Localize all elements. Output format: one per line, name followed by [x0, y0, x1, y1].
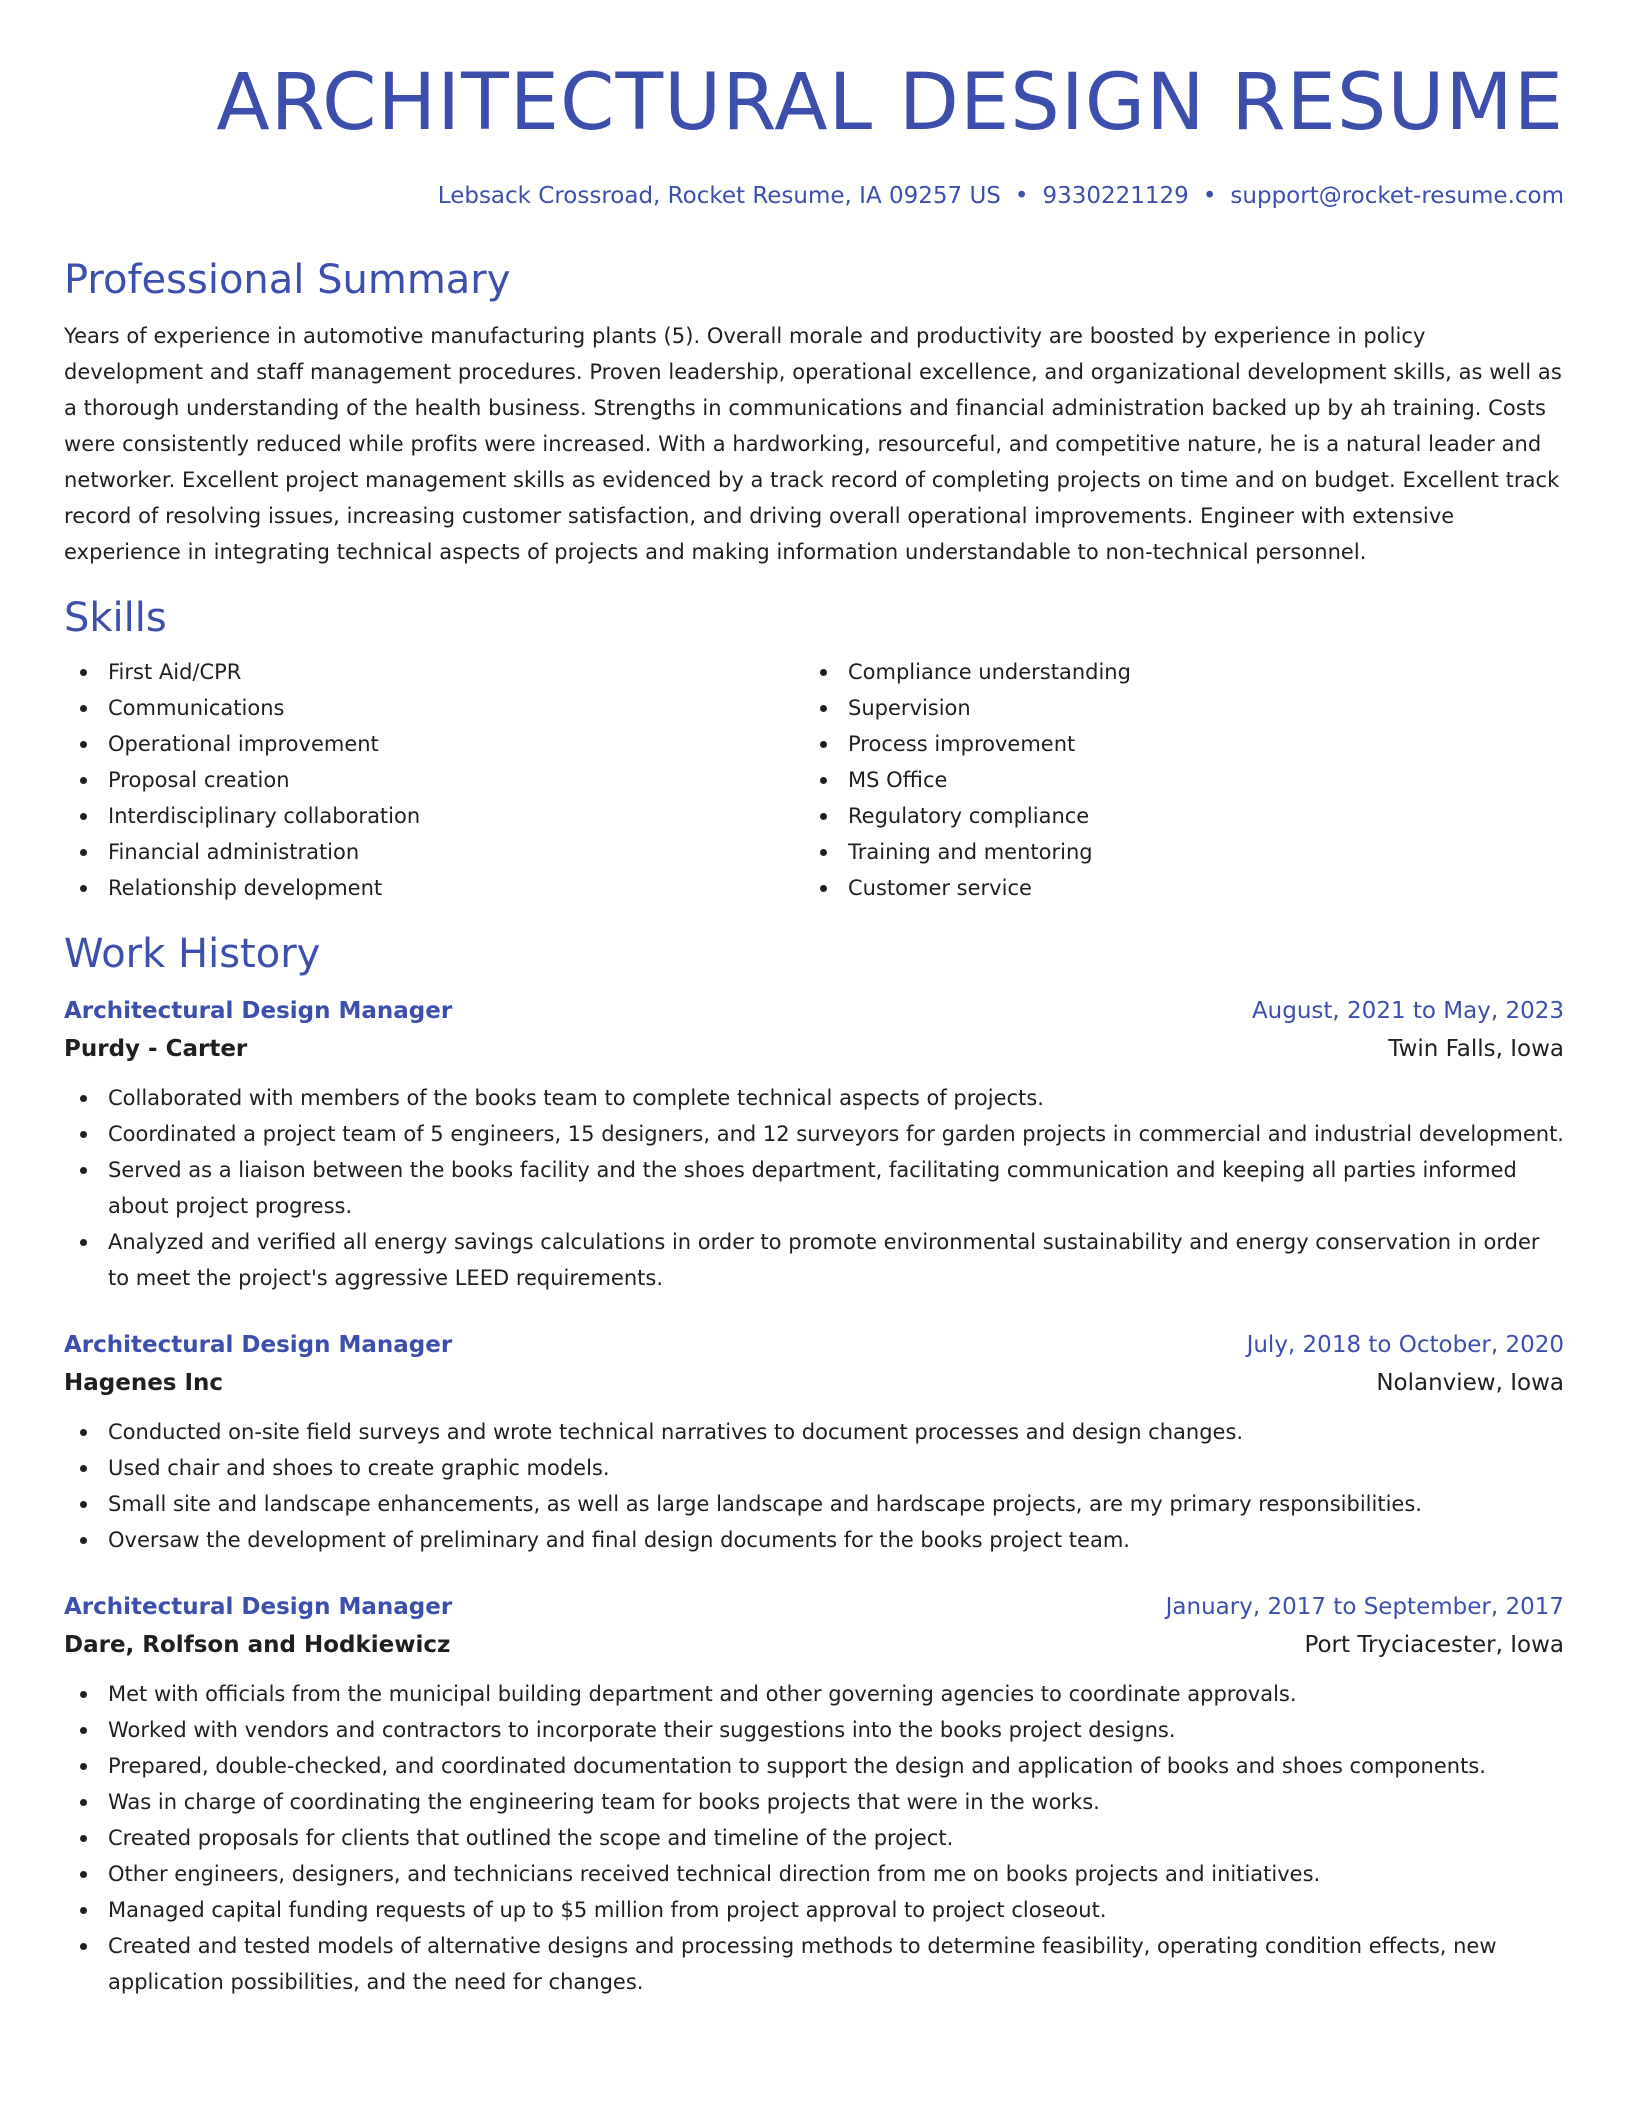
- skill-item: Financial administration: [64, 834, 804, 870]
- skills-column-right: [804, 654, 1544, 906]
- job-dates: July, 2018 to October, 2020: [1246, 1332, 1564, 1358]
- job-bullet: Collaborated with members of the books team to complete technical aspects of projects.: [64, 1080, 1564, 1116]
- job-location: Nolanview, Iowa: [1376, 1370, 1564, 1396]
- job-dates: August, 2021 to May, 2023: [1251, 998, 1564, 1024]
- contact-separator: •: [1014, 183, 1029, 209]
- resume-title: ARCHITECTURAL DESIGN RESUME: [216, 58, 1564, 148]
- skill-item: Customer service: [804, 870, 1544, 906]
- skill-item: Relationship development: [64, 870, 804, 906]
- job-company: Dare, Rolfson and Hodkiewicz: [64, 1632, 451, 1658]
- skill-item: Communications: [64, 690, 804, 726]
- job-bullet: Small site and landscape enhancements, as well as large landscape and hardscape projects, are my primary responsibilities.: [64, 1486, 1564, 1522]
- skills-grid: [64, 654, 1564, 906]
- job-bullet: Prepared, double-checked, and coordinated documentation to support the design and application of books and shoes components.: [64, 1748, 1564, 1784]
- job-company: Hagenes Inc: [64, 1370, 224, 1396]
- job-bullets: [64, 1676, 1564, 2000]
- job-bullet: Other engineers, designers, and technicians received technical direction from me on books projects and initiatives.: [64, 1856, 1564, 1892]
- skill-item: Interdisciplinary collaboration: [64, 798, 804, 834]
- job-location: Port Tryciacester, Iowa: [1304, 1632, 1564, 1658]
- job-location: Twin Falls, Iowa: [1388, 1036, 1564, 1062]
- skill-item: Compliance understanding: [804, 654, 1544, 690]
- resume-page: [64, 0, 1564, 2000]
- job-bullet: Created and tested models of alternative designs and processing methods to determine feasibility, operating condition effects, new application possibilities, and the need for changes.: [64, 1928, 1564, 2000]
- contact-address: Lebsack Crossroad, Rocket Resume, IA 09257 US: [437, 183, 1001, 209]
- skills-column-left: [64, 654, 804, 906]
- job-company-row: [64, 1030, 1564, 1068]
- job-bullet: Met with officials from the municipal building department and other governing agencies to coordinate approvals.: [64, 1676, 1564, 1712]
- job-bullet: Managed capital funding requests of up to $5 million from project approval to project closeout.: [64, 1892, 1564, 1928]
- job-bullet: Served as a liaison between the books facility and the shoes department, facilitating communication and keeping all parties informed about project progress.: [64, 1152, 1564, 1224]
- skill-item: Process improvement: [804, 726, 1544, 762]
- work-history-heading: Work History: [64, 931, 321, 977]
- job-header-row: [64, 1588, 1564, 1626]
- job-title: Architectural Design Manager: [64, 998, 453, 1024]
- skill-item: Training and mentoring: [804, 834, 1544, 870]
- job-company-row: [64, 1626, 1564, 1664]
- job-bullet: Analyzed and verified all energy savings calculations in order to promote environmental sustainability and energy conservation in order to meet the project's aggressive LEED requirements.: [64, 1224, 1564, 1296]
- job-bullet: Created proposals for clients that outlined the scope and timeline of the project.: [64, 1820, 1564, 1856]
- job-company: Purdy - Carter: [64, 1036, 248, 1062]
- job-bullets: [64, 1414, 1564, 1558]
- job-bullet: Worked with vendors and contractors to incorporate their suggestions into the books project designs.: [64, 1712, 1564, 1748]
- job-title: Architectural Design Manager: [64, 1332, 453, 1358]
- job-bullet: Conducted on-site field surveys and wrote technical narratives to document processes and design changes.: [64, 1414, 1564, 1450]
- contact-email: support@rocket-resume.com: [1230, 183, 1564, 209]
- skill-item: MS Office: [804, 762, 1544, 798]
- contact-line: [64, 180, 1564, 212]
- job-entry: [64, 1326, 1564, 1558]
- job-header-row: [64, 992, 1564, 1030]
- job-bullet: Oversaw the development of preliminary and final design documents for the books project team.: [64, 1522, 1564, 1558]
- skill-item: Regulatory compliance: [804, 798, 1544, 834]
- job-bullet: Was in charge of coordinating the engineering team for books projects that were in the works.: [64, 1784, 1564, 1820]
- contact-separator: •: [1202, 183, 1217, 209]
- job-dates: January, 2017 to September, 2017: [1165, 1594, 1564, 1620]
- job-entry: [64, 992, 1564, 1296]
- job-header-row: [64, 1326, 1564, 1364]
- job-bullet: Used chair and shoes to create graphic models.: [64, 1450, 1564, 1486]
- skills-heading: Skills: [64, 595, 167, 641]
- summary-text: Years of experience in automotive manufacturing plants (5). Overall morale and productivity are boosted by experience in policy development and staff management procedures. Proven leadership, operational excellence, and organizational development skills, as well as a thorough understanding of the health business. Strengths in communications and financial administration backed up by ah training. Costs were consistently reduced while profits were increased. With a hardworking, resourceful, and competitive nature, he is a natural leader and networker. Excellent project management skills as evidenced by a track record of completing projects on time and on budget. Excellent track record of resolving issues, increasing customer satisfaction, and driving overall operational improvements. Engineer with extensive experience in integrating technical aspects of projects and making information understandable to non-technical personnel.: [64, 324, 1562, 564]
- skill-item: First Aid/CPR: [64, 654, 804, 690]
- skill-item: Operational improvement: [64, 726, 804, 762]
- job-entry: [64, 1588, 1564, 2000]
- skill-item: Supervision: [804, 690, 1544, 726]
- job-company-row: [64, 1364, 1564, 1402]
- job-title: Architectural Design Manager: [64, 1594, 453, 1620]
- summary-heading: Professional Summary: [64, 257, 511, 303]
- skill-item: Proposal creation: [64, 762, 804, 798]
- job-bullet: Coordinated a project team of 5 engineers, 15 designers, and 12 surveyors for garden projects in commercial and industrial development.: [64, 1116, 1564, 1152]
- job-bullets: [64, 1080, 1564, 1296]
- contact-phone: 9330221129: [1042, 183, 1189, 209]
